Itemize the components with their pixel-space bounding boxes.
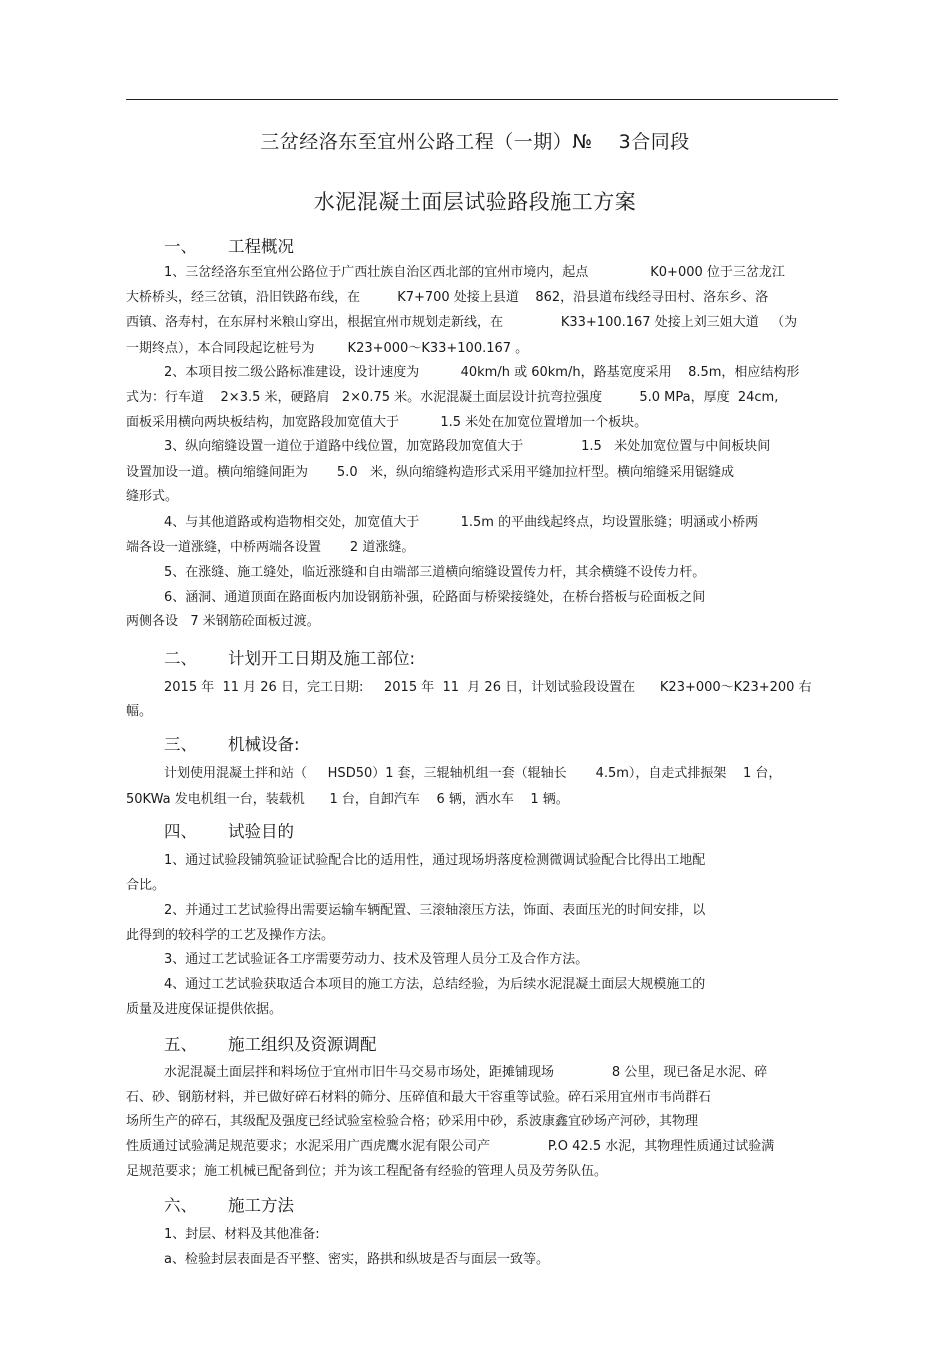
header-rule	[126, 99, 838, 100]
section-heading-5: 五、 施工组织及资源调配	[164, 1035, 377, 1054]
body-line: 2、本项目按二级公路标准建设，设计速度为 40km/h 或 60km/h，路基宽度采用 8.5m，相应结构形	[164, 365, 800, 380]
body-line: 缝形式。	[126, 489, 179, 504]
project-title: 三岔经洛东至宜州公路工程（一期）№ 3合同段	[260, 131, 690, 153]
body-line: 面板采用横向两块板结构，加宽路段加宽值大于 1.5 米处在加宽位置增加一个板块。	[126, 415, 648, 430]
body-line: 6、涵洞、通道顶面在路面板内加设钢筋补强，砼路面与桥梁接缝处，在桥台搭板与砼面板之间	[164, 590, 706, 605]
body-line: 幅。	[126, 704, 153, 719]
body-line: 4、与其他道路或构造物相交处，加宽值大于 1.5m 的平曲线起终点，均设置胀缝；明涵或小桥两	[164, 515, 759, 530]
body-line: 此得到的较科学的工艺及操作方法。	[126, 928, 335, 943]
section-heading-1: 一、 工程概况	[164, 237, 294, 256]
section-heading-6: 六、 施工方法	[164, 1196, 294, 1215]
body-line: 合比。	[126, 878, 166, 893]
body-line: 1、三岔经洛东至宜州公路位于广西壮族自治区西北部的宜州市境内，起点 K0+000 位于三岔龙江	[164, 265, 785, 280]
body-line: a、检验封层表面是否平整、密实，路拱和纵坡是否与面层一致等。	[164, 1252, 549, 1267]
section-heading-4: 四、 试验目的	[164, 822, 294, 841]
body-line: 水泥混凝土面层拌和料场位于宜州市旧牛马交易市场处，距摊铺现场 8 公里，现已备足水泥、碎	[164, 1065, 768, 1080]
body-line: 式为：行车道 2×3.5 米，硬路肩 2×0.75 米。水泥混凝土面层设计抗弯拉强度 5.0 MPa，厚度 24cm,	[126, 390, 779, 405]
body-line: 2015 年 11 月 26 日，完工日期: 2015 年 11 月 26 日，计划试验段设置在 K23+000～K23+200 右	[164, 680, 812, 695]
body-line: 计划使用混凝土拌和站（ HSD50）1 套，三辊轴机组一套（辊轴长 4.5m），自走式排振架 1 台，	[164, 766, 782, 781]
body-line: 两侧各设 7 米钢筋砼面板过渡。	[126, 614, 320, 629]
body-line: 西镇、洛寿村，在东屏村米粮山穿出，根据宜州市规划走新线，在 K33+100.167 处接上刘三姐大道 （为	[126, 315, 798, 330]
body-line: 足规范要求；施工机械已配备到位；并为该工程配备有经验的管理人员及劳务队伍。	[126, 1164, 608, 1179]
body-line: 设置加设一道。横向缩缝间距为 5.0 米，纵向缩缝构造形式采用平缝加拉杆型。横向缩缝采用锯缝成	[126, 465, 734, 480]
body-line: 一期终点），本合同段起讫桩号为 K23+000～K33+100.167 。	[126, 341, 529, 356]
body-line: 3、通过工艺试验证各工序需要劳动力、技术及管理人员分工及合作方法。	[164, 952, 589, 967]
body-line: 3、纵向缩缝设置一道位于道路中线位置，加宽路段加宽值大于 1.5 米处加宽位置与中间板块间	[164, 439, 771, 454]
body-line: 1、封层、材料及其他准备:	[164, 1227, 320, 1242]
body-line: 性质通过试验满足规范要求；水泥采用广西虎鹰水泥有限公司产 P.O 42.5 水泥，其物理性质通过试验满	[126, 1139, 775, 1154]
section-heading-3: 三、 机械设备:	[164, 735, 300, 754]
body-line: 5、在涨缝、施工缝处，临近涨缝和自由端部三道横向缩缝设置传力杆，其余横缝不设传力杆。	[164, 565, 706, 580]
body-line: 50KWa 发电机组一台，装载机 1 台，自卸汽车 6 辆，洒水车 1 辆。	[126, 792, 569, 807]
body-line: 质量及进度保证提供依据。	[126, 1002, 283, 1017]
document-title: 水泥混凝土面层试验路段施工方案	[313, 190, 637, 214]
body-line: 1、通过试验段铺筑验证试验配合比的适用性，通过现场坍落度检测微调试验配合比得出工地配	[164, 853, 706, 868]
body-line: 大桥桥头，经三岔镇，沿旧铁路布线，在 K7+700 处接上县道 862，沿县道布线经寻田村、洛东乡、洛	[126, 290, 769, 305]
body-line: 2、并通过工艺试验得出需要运输车辆配置、三滚轴滚压方法，饰面、表面压光的时间安排，以	[164, 903, 706, 918]
body-line: 4、通过工艺试验获取适合本项目的施工方法，总结经验，为后续水泥混凝土面层大规模施工的	[164, 977, 706, 992]
body-line: 场所生产的碎石，其级配及强度已经试验室检验合格；砂采用中砂，系波康鑫宜砂场产河砂，其物理	[126, 1114, 699, 1129]
body-line: 石、砂、钢筋材料，并已做好碎石材料的筛分、压碎值和最大干容重等试验。碎石采用宜州市韦尚群石	[126, 1090, 712, 1105]
body-line: 端各设一道涨缝，中桥两端各设置 2 道涨缝。	[126, 540, 415, 555]
section-heading-2: 二、 计划开工日期及施工部位:	[164, 649, 416, 668]
